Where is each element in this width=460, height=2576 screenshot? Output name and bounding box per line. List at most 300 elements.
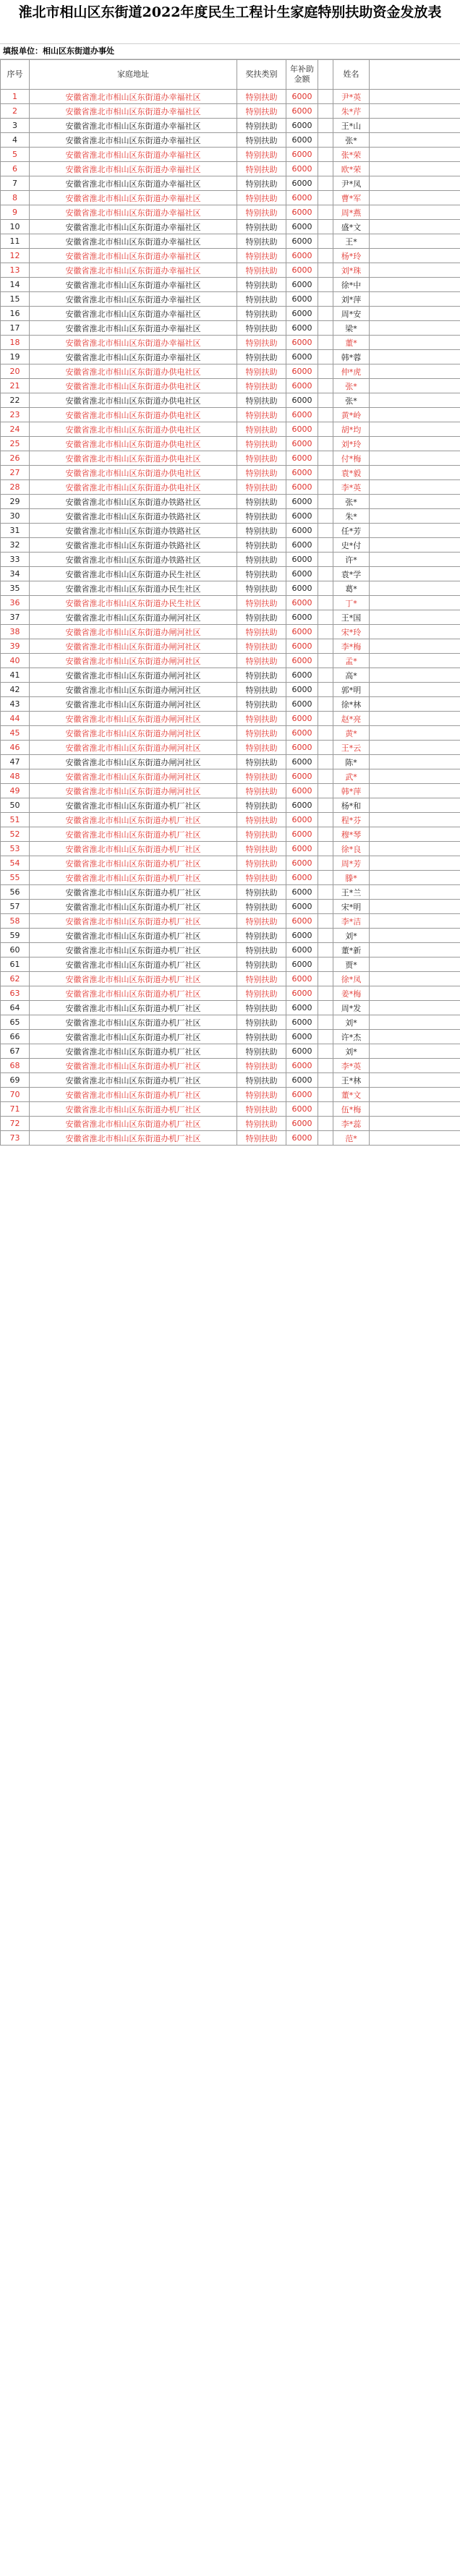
row-type: 特别扶助 [237, 755, 286, 769]
table-row [1, 1088, 460, 1102]
row-blank [370, 958, 460, 972]
row-type: 特别扶助 [237, 538, 286, 553]
row-address: 安徽省淮北市相山区东街道办幸福社区 [30, 176, 237, 191]
row-blank [370, 769, 460, 784]
row-name: 韩*萍 [333, 784, 370, 798]
row-amount: 6000 [286, 205, 318, 220]
row-name: 杨*和 [333, 798, 370, 813]
row-name: 刘*萍 [333, 292, 370, 307]
row-type: 特别扶助 [237, 581, 286, 596]
row-type: 特别扶助 [237, 466, 286, 480]
row-blank [370, 176, 460, 191]
table-row [1, 205, 460, 220]
row-type: 特别扶助 [237, 321, 286, 336]
row-type: 特别扶助 [237, 813, 286, 827]
row-type: 特别扶助 [237, 986, 286, 1001]
row-type: 特别扶助 [237, 625, 286, 639]
row-spacer [318, 133, 333, 148]
row-blank [370, 379, 460, 393]
row-no: 1 [1, 90, 30, 104]
row-address: 安徽省淮北市相山区东街道办铁路社区 [30, 509, 237, 524]
row-blank [370, 364, 460, 379]
row-no: 46 [1, 741, 30, 755]
row-amount: 6000 [286, 1044, 318, 1059]
row-amount: 6000 [286, 364, 318, 379]
row-blank [370, 943, 460, 958]
table-row [1, 625, 460, 639]
row-spacer [318, 509, 333, 524]
row-address: 安徽省淮北市相山区东街道办幸福社区 [30, 249, 237, 263]
row-spacer [318, 1030, 333, 1044]
row-no: 8 [1, 191, 30, 205]
row-no: 70 [1, 1088, 30, 1102]
row-amount: 6000 [286, 480, 318, 495]
row-spacer [318, 278, 333, 292]
row-blank [370, 986, 460, 1001]
table-row [1, 798, 460, 813]
row-amount: 6000 [286, 437, 318, 451]
row-amount: 6000 [286, 1073, 318, 1088]
row-spacer [318, 1117, 333, 1131]
row-name: 张* [333, 133, 370, 148]
row-amount: 6000 [286, 885, 318, 900]
row-no: 38 [1, 625, 30, 639]
row-amount: 6000 [286, 842, 318, 856]
row-no: 3 [1, 119, 30, 133]
row-amount: 6000 [286, 336, 318, 350]
row-amount: 6000 [286, 567, 318, 581]
row-amount: 6000 [286, 408, 318, 422]
row-no: 29 [1, 495, 30, 509]
row-type: 特别扶助 [237, 90, 286, 104]
row-blank [370, 639, 460, 654]
row-amount: 6000 [286, 625, 318, 639]
row-address: 安徽省淮北市相山区东街道办闸河社区 [30, 784, 237, 798]
row-amount: 6000 [286, 914, 318, 929]
row-no: 40 [1, 654, 30, 668]
row-blank [370, 1044, 460, 1059]
table-row [1, 755, 460, 769]
table-row [1, 176, 460, 191]
row-address: 安徽省淮北市相山区东街道办机厂社区 [30, 1001, 237, 1015]
table-row [1, 610, 460, 625]
row-blank [370, 1073, 460, 1088]
row-amount: 6000 [286, 393, 318, 408]
row-amount: 6000 [286, 813, 318, 827]
row-address: 安徽省淮北市相山区东街道办幸福社区 [30, 336, 237, 350]
row-spacer [318, 596, 333, 610]
row-address: 安徽省淮北市相山区东街道办供电社区 [30, 437, 237, 451]
row-spacer [318, 827, 333, 842]
row-blank [370, 249, 460, 263]
row-amount: 6000 [286, 827, 318, 842]
row-name: 许* [333, 553, 370, 567]
row-no: 44 [1, 712, 30, 726]
row-address: 安徽省淮北市相山区东街道办供电社区 [30, 422, 237, 437]
row-address: 安徽省淮北市相山区东街道办闸河社区 [30, 668, 237, 683]
row-blank [370, 726, 460, 741]
table-row [1, 278, 460, 292]
row-name: 李*梅 [333, 639, 370, 654]
row-blank [370, 553, 460, 567]
row-amount: 6000 [286, 538, 318, 553]
row-no: 57 [1, 900, 30, 914]
table-row [1, 379, 460, 393]
row-amount: 6000 [286, 668, 318, 683]
row-blank [370, 1117, 460, 1131]
row-type: 特别扶助 [237, 914, 286, 929]
row-amount: 6000 [286, 509, 318, 524]
row-address: 安徽省淮北市相山区东街道办机厂社区 [30, 914, 237, 929]
row-name: 陈* [333, 755, 370, 769]
row-no: 58 [1, 914, 30, 929]
header-spacer [318, 60, 333, 90]
row-amount: 6000 [286, 929, 318, 943]
row-amount: 6000 [286, 943, 318, 958]
row-amount: 6000 [286, 958, 318, 972]
row-spacer [318, 234, 333, 249]
table-row [1, 422, 460, 437]
row-blank [370, 900, 460, 914]
row-address: 安徽省淮北市相山区东街道办幸福社区 [30, 148, 237, 162]
row-blank [370, 813, 460, 827]
row-no: 53 [1, 842, 30, 856]
row-amount: 6000 [286, 133, 318, 148]
row-blank [370, 929, 460, 943]
row-no: 12 [1, 249, 30, 263]
row-no: 65 [1, 1015, 30, 1030]
table-row [1, 350, 460, 364]
row-address: 安徽省淮北市相山区东街道办闸河社区 [30, 726, 237, 741]
row-spacer [318, 538, 333, 553]
row-amount: 6000 [286, 581, 318, 596]
row-address: 安徽省淮北市相山区东街道办机厂社区 [30, 1102, 237, 1117]
row-name: 梁* [333, 321, 370, 336]
row-amount: 6000 [286, 900, 318, 914]
row-spacer [318, 393, 333, 408]
row-spacer [318, 943, 333, 958]
row-address: 安徽省淮北市相山区东街道办机厂社区 [30, 958, 237, 972]
row-address: 安徽省淮北市相山区东街道办幸福社区 [30, 162, 237, 176]
row-address: 安徽省淮北市相山区东街道办机厂社区 [30, 798, 237, 813]
row-amount: 6000 [286, 784, 318, 798]
header-type: 奖扶类别 [237, 60, 286, 90]
row-amount: 6000 [286, 553, 318, 567]
row-name: 李*英 [333, 1059, 370, 1073]
table-row [1, 553, 460, 567]
row-no: 41 [1, 668, 30, 683]
table-row [1, 769, 460, 784]
row-no: 47 [1, 755, 30, 769]
row-no: 55 [1, 871, 30, 885]
row-address: 安徽省淮北市相山区东街道办幸福社区 [30, 321, 237, 336]
row-blank [370, 712, 460, 726]
table-row [1, 466, 460, 480]
row-name: 曹*军 [333, 191, 370, 205]
row-no: 63 [1, 986, 30, 1001]
row-no: 69 [1, 1073, 30, 1088]
row-address: 安徽省淮北市相山区东街道办机厂社区 [30, 885, 237, 900]
row-name: 王*山 [333, 119, 370, 133]
row-spacer [318, 1015, 333, 1030]
row-name: 李*英 [333, 480, 370, 495]
row-type: 特别扶助 [237, 798, 286, 813]
row-address: 安徽省淮北市相山区东街道办机厂社区 [30, 943, 237, 958]
row-name: 周*芳 [333, 856, 370, 871]
row-address: 安徽省淮北市相山区东街道办幸福社区 [30, 263, 237, 278]
row-amount: 6000 [286, 524, 318, 538]
row-spacer [318, 1131, 333, 1146]
row-spacer [318, 364, 333, 379]
row-type: 特别扶助 [237, 176, 286, 191]
row-no: 54 [1, 856, 30, 871]
row-name: 王*国 [333, 610, 370, 625]
row-spacer [318, 408, 333, 422]
row-name: 王*林 [333, 1073, 370, 1088]
row-blank [370, 1131, 460, 1146]
row-blank [370, 321, 460, 336]
row-blank [370, 1015, 460, 1030]
row-no: 36 [1, 596, 30, 610]
subsidy-table [0, 59, 460, 1146]
table-row [1, 220, 460, 234]
row-blank [370, 263, 460, 278]
row-blank [370, 596, 460, 610]
row-spacer [318, 726, 333, 741]
row-name: 李*洁 [333, 914, 370, 929]
row-address: 安徽省淮北市相山区东街道办幸福社区 [30, 234, 237, 249]
row-no: 11 [1, 234, 30, 249]
row-amount: 6000 [286, 755, 318, 769]
row-amount: 6000 [286, 104, 318, 119]
row-amount: 6000 [286, 639, 318, 654]
row-no: 27 [1, 466, 30, 480]
row-type: 特别扶助 [237, 1102, 286, 1117]
row-name: 史*付 [333, 538, 370, 553]
table-row [1, 538, 460, 553]
table-row [1, 263, 460, 278]
row-spacer [318, 495, 333, 509]
row-spacer [318, 784, 333, 798]
row-no: 6 [1, 162, 30, 176]
row-name: 王* [333, 234, 370, 249]
row-amount: 6000 [286, 466, 318, 480]
row-spacer [318, 1088, 333, 1102]
row-name: 穆*琴 [333, 827, 370, 842]
row-type: 特别扶助 [237, 871, 286, 885]
row-type: 特别扶助 [237, 1001, 286, 1015]
row-no: 52 [1, 827, 30, 842]
row-address: 安徽省淮北市相山区东街道办幸福社区 [30, 104, 237, 119]
row-spacer [318, 148, 333, 162]
row-blank [370, 90, 460, 104]
row-spacer [318, 1044, 333, 1059]
row-blank [370, 234, 460, 249]
row-spacer [318, 1001, 333, 1015]
row-amount: 6000 [286, 697, 318, 712]
row-blank [370, 437, 460, 451]
row-type: 特别扶助 [237, 422, 286, 437]
row-no: 62 [1, 972, 30, 986]
row-address: 安徽省淮北市相山区东街道办闸河社区 [30, 639, 237, 654]
row-spacer [318, 712, 333, 726]
header-address: 家庭地址 [30, 60, 237, 90]
row-address: 安徽省淮北市相山区东街道办机厂社区 [30, 1015, 237, 1030]
row-spacer [318, 437, 333, 451]
row-spacer [318, 162, 333, 176]
row-type: 特别扶助 [237, 1117, 286, 1131]
row-type: 特别扶助 [237, 885, 286, 900]
row-address: 安徽省淮北市相山区东街道办供电社区 [30, 379, 237, 393]
row-blank [370, 191, 460, 205]
row-type: 特别扶助 [237, 104, 286, 119]
row-name: 徐*良 [333, 842, 370, 856]
row-type: 特别扶助 [237, 408, 286, 422]
table-row [1, 668, 460, 683]
table-row [1, 741, 460, 755]
row-address: 安徽省淮北市相山区东街道办机厂社区 [30, 986, 237, 1001]
row-address: 安徽省淮北市相山区东街道办机厂社区 [30, 871, 237, 885]
table-row [1, 581, 460, 596]
row-name: 王*兰 [333, 885, 370, 900]
row-no: 21 [1, 379, 30, 393]
row-spacer [318, 929, 333, 943]
row-name: 葛* [333, 581, 370, 596]
row-amount: 6000 [286, 278, 318, 292]
row-address: 安徽省淮北市相山区东街道办幸福社区 [30, 191, 237, 205]
row-spacer [318, 176, 333, 191]
row-type: 特别扶助 [237, 596, 286, 610]
row-type: 特别扶助 [237, 1044, 286, 1059]
row-address: 安徽省淮北市相山区东街道办闸河社区 [30, 755, 237, 769]
table-row [1, 495, 460, 509]
row-spacer [318, 350, 333, 364]
row-name: 高* [333, 668, 370, 683]
row-spacer [318, 292, 333, 307]
table-row [1, 1073, 460, 1088]
row-address: 安徽省淮北市相山区东街道办机厂社区 [30, 856, 237, 871]
row-amount: 6000 [286, 191, 318, 205]
row-name: 范* [333, 1131, 370, 1146]
row-type: 特别扶助 [237, 683, 286, 697]
table-row [1, 119, 460, 133]
row-no: 34 [1, 567, 30, 581]
row-no: 22 [1, 393, 30, 408]
table-row [1, 162, 460, 176]
row-amount: 6000 [286, 871, 318, 885]
row-address: 安徽省淮北市相山区东街道办铁路社区 [30, 524, 237, 538]
table-row [1, 364, 460, 379]
row-type: 特别扶助 [237, 480, 286, 495]
row-name: 程*芬 [333, 813, 370, 827]
row-address: 安徽省淮北市相山区东街道办铁路社区 [30, 538, 237, 553]
table-row [1, 856, 460, 871]
row-name: 张* [333, 393, 370, 408]
row-amount: 6000 [286, 162, 318, 176]
table-header-row [1, 60, 460, 90]
row-spacer [318, 972, 333, 986]
table-row [1, 1131, 460, 1146]
row-address: 安徽省淮北市相山区东街道办幸福社区 [30, 278, 237, 292]
row-address: 安徽省淮北市相山区东街道办机厂社区 [30, 813, 237, 827]
table-row [1, 1102, 460, 1117]
row-name: 宋*玲 [333, 625, 370, 639]
row-type: 特别扶助 [237, 364, 286, 379]
row-blank [370, 220, 460, 234]
row-blank [370, 538, 460, 553]
row-no: 43 [1, 697, 30, 712]
header-name: 姓名 [333, 60, 370, 90]
row-spacer [318, 769, 333, 784]
row-amount: 6000 [286, 1015, 318, 1030]
table-row [1, 1044, 460, 1059]
row-name: 付*梅 [333, 451, 370, 466]
row-blank [370, 1088, 460, 1102]
row-amount: 6000 [286, 350, 318, 364]
row-type: 特别扶助 [237, 784, 286, 798]
row-type: 特别扶助 [237, 509, 286, 524]
row-spacer [318, 466, 333, 480]
row-spacer [318, 422, 333, 437]
row-type: 特别扶助 [237, 1030, 286, 1044]
row-address: 安徽省淮北市相山区东街道办民生社区 [30, 567, 237, 581]
row-address: 安徽省淮北市相山区东街道办供电社区 [30, 480, 237, 495]
row-type: 特别扶助 [237, 379, 286, 393]
table-row [1, 871, 460, 885]
table-row [1, 408, 460, 422]
row-blank [370, 278, 460, 292]
table-row [1, 726, 460, 741]
row-blank [370, 697, 460, 712]
table-row [1, 639, 460, 654]
row-name: 周*燕 [333, 205, 370, 220]
row-blank [370, 654, 460, 668]
row-address: 安徽省淮北市相山区东街道办机厂社区 [30, 842, 237, 856]
row-name: 刘* [333, 1044, 370, 1059]
row-address: 安徽省淮北市相山区东街道办机厂社区 [30, 1131, 237, 1146]
row-name: 贾* [333, 958, 370, 972]
row-blank [370, 581, 460, 596]
row-name: 尹*凤 [333, 176, 370, 191]
row-blank [370, 1059, 460, 1073]
row-address: 安徽省淮北市相山区东街道办机厂社区 [30, 1059, 237, 1073]
row-spacer [318, 336, 333, 350]
table-body [1, 90, 460, 1146]
row-name: 周*发 [333, 1001, 370, 1015]
row-address: 安徽省淮北市相山区东街道办幸福社区 [30, 307, 237, 321]
row-spacer [318, 683, 333, 697]
row-spacer [318, 553, 333, 567]
row-amount: 6000 [286, 422, 318, 437]
row-spacer [318, 524, 333, 538]
row-spacer [318, 625, 333, 639]
row-address: 安徽省淮北市相山区东街道办供电社区 [30, 364, 237, 379]
row-type: 特别扶助 [237, 350, 286, 364]
row-blank [370, 755, 460, 769]
table-row [1, 697, 460, 712]
row-no: 25 [1, 437, 30, 451]
row-name: 朱* [333, 509, 370, 524]
row-blank [370, 133, 460, 148]
row-spacer [318, 958, 333, 972]
table-row [1, 1015, 460, 1030]
row-address: 安徽省淮北市相山区东街道办机厂社区 [30, 1030, 237, 1044]
row-address: 安徽省淮北市相山区东街道办机厂社区 [30, 900, 237, 914]
table-row [1, 986, 460, 1001]
row-name: 徐*凤 [333, 972, 370, 986]
row-spacer [318, 871, 333, 885]
row-no: 68 [1, 1059, 30, 1073]
